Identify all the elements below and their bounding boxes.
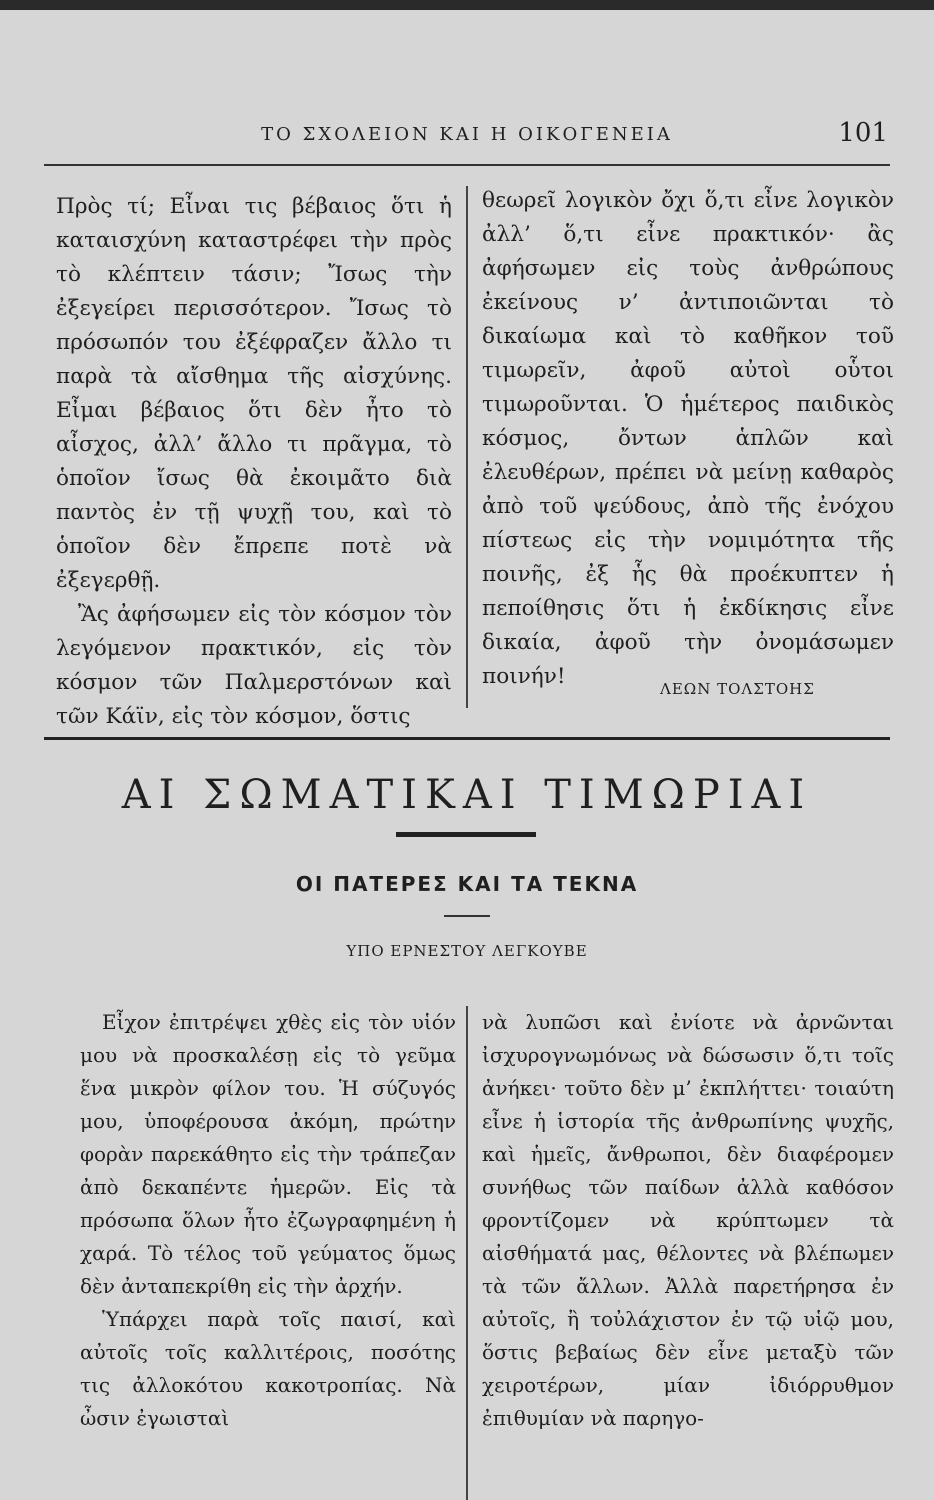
subtitle-rule (444, 915, 490, 917)
paragraph: Εἶχον ἐπιτρέψει χθὲς εἰς τὸν υἱόν μου νὰ προσκαλέσῃ εἰς τὸ γεῦμα ἕνα μικρὸν φίλον του. Ἡ σύζυγός μου, ὑποφέρουσα ἀκόμη, πρώτην φορὰν παρεκάθητο εἰς τὴν τράπεζαν ἀπὸ δεκαπέντε ἡμερῶν. Εἰς τὰ πρόσωπα ὅλων ἦτο ἐζωγραφημένη ἡ χαρά. Τὸ τέλος τοῦ γεύματος ὅμως δὲν ἀνταπεκρίθη εἰς τὴν ἀρχήν. (80, 1010, 456, 1298)
paragraph: Ἂς ἀφήσωμεν εἰς τὸν κόσμον τὸν λεγόμενον πρακτικόν, εἰς τὸν κόσμον τῶν Παλμερστόνων καὶ τῶν Κάϊν, εἰς τὸν κόσμον, ὅστις (56, 602, 452, 729)
header-rule (44, 164, 890, 166)
column-divider (466, 1006, 468, 1500)
paragraph: θεωρεῖ λογικὸν ὄχι ὅ,τι εἶνε λογικὸν ἀλλ’ ὅ,τι εἶνε πρακτικόν· ἂς ἀφήσωμεν εἰς τοὺς ἀνθρώπους ἐκείνους ν’ ἀντιποιῶνται τὸ δικαίωμα καὶ τὸ καθῆκον τοῦ τιμωρεῖν, ἀφοῦ αὐτοὶ οὗτοι τιμωροῦνται. Ὁ ἡμέτερος παιδικὸς κόσμος, ὄντων ἁπλῶν καὶ ἐλευθέρων, πρέπει νὰ μείνῃ καθαρὸς ἀπὸ τοῦ ψεύδους, ἀπὸ τῆς ἐνόχου πίστεως εἰς τὴν νομιμότητα τῆς ποινῆς, ἐξ ἧς θὰ προέκυπτεν ἡ πεποίθησις ὅτι ἡ ἐκδίκησις εἶνε δικαία, ἀφοῦ τὴν ὀνομάσωμεν ποινήν! (482, 188, 894, 689)
title-rule (396, 832, 536, 837)
top-right-column (482, 184, 894, 694)
paragraph: Πρὸς τί; Εἶναι τις βέβαιος ὅτι ἡ καταισχύνη καταστρέφει τὴν πρὸς τὸ κλέπτειν τάσιν; Ἴσως τὴν ἐξεγείρει περισσότερον. Ἴσως τὸ πρόσωπόν του ἐξέφραζεν ἄλλο τι παρὰ τὰ αἴσθημα τῆς αἰσχύνης. Εἶμαι βέβαιος ὅτι δὲν ἦτο τὸ αἶσχος, ἀλλ’ ἄλλο τι πρᾶγμα, τὸ ὁποῖον ἴσως θὰ ἐκοιμᾶτο διὰ παντὸς ἐν τῇ ψυχῇ του, καὶ τὸ ὁποῖον δὲν ἔπρεπε ποτὲ νὰ ἐξεγερθῇ. (56, 194, 452, 593)
article-subtitle: ΟΙ ΠΑΤΕΡΕΣ ΚΑΙ ΤΑ ΤΕΚΝΑ (295, 872, 639, 896)
top-left-column (56, 190, 452, 734)
scan-top-edge (0, 0, 934, 10)
section-rule (44, 737, 890, 740)
paragraph: Ὑπάρχει παρὰ τοῖς παισί, καὶ αὐτοῖς τοῖς καλλιτέροις, ποσότης τις ἀλλοκότου κακοτροπίας. Νὰ ὦσιν ἐγωισταὶ (80, 1307, 456, 1430)
article-title: ΑΙ ΣΩΜΑΤΙΚΑΙ ΤΙΜΩΡΙΑΙ (121, 772, 813, 818)
page-number: 101 (838, 118, 888, 148)
running-header (40, 118, 894, 152)
bottom-right-column (482, 1006, 894, 1435)
byline: ΥΠΟ ΕΡΝΕΣΤΟΥ ΛΕΓΚΟΥΒΕ (346, 942, 588, 960)
running-title: ΤΟ ΣΧΟΛΕΙΟΝ ΚΑΙ Η ΟΙΚΟΓΕΝΕΙΑ (261, 124, 673, 145)
column-divider (466, 186, 468, 708)
paragraph: νὰ λυπῶσι καὶ ἐνίοτε νὰ ἀρνῶνται ἰσχυρογνωμόνως νὰ δώσωσιν ὅ,τι τοῖς ἀνήκει· τοῦτο δὲν μ’ ἐκπλήττει· τοιαύτη εἶνε ἡ ἱστορία τῆς ἀνθρωπίνης ψυχῆς, καὶ ἡμεῖς, ἄνθρωποι, δὲν διαφέρομεν συνήθως τῶν παίδων ἀλλὰ καθόσον φροντίζομεν νὰ κρύπτωμεν τὰ αἰσθήματά μας, θέλοντες νὰ βλέπωμεν τὰ τῶν ἄλλων. Ἀλλὰ παρετήρησα ἐν αὐτοῖς, ἢ τοὐλάχιστον ἐν τῷ υἱῷ μου, ὅστις βεβαίως δὲν εἶνε μεταξὺ τῶν χειροτέρων, μίαν ἰδιόρρυθμον ἐπιθυμίαν νὰ παρηγο- (482, 1010, 894, 1430)
author-signature: ΛΕΩΝ ΤΟΛΣΤΟΗΣ (660, 680, 815, 698)
bottom-left-column (80, 1006, 456, 1435)
